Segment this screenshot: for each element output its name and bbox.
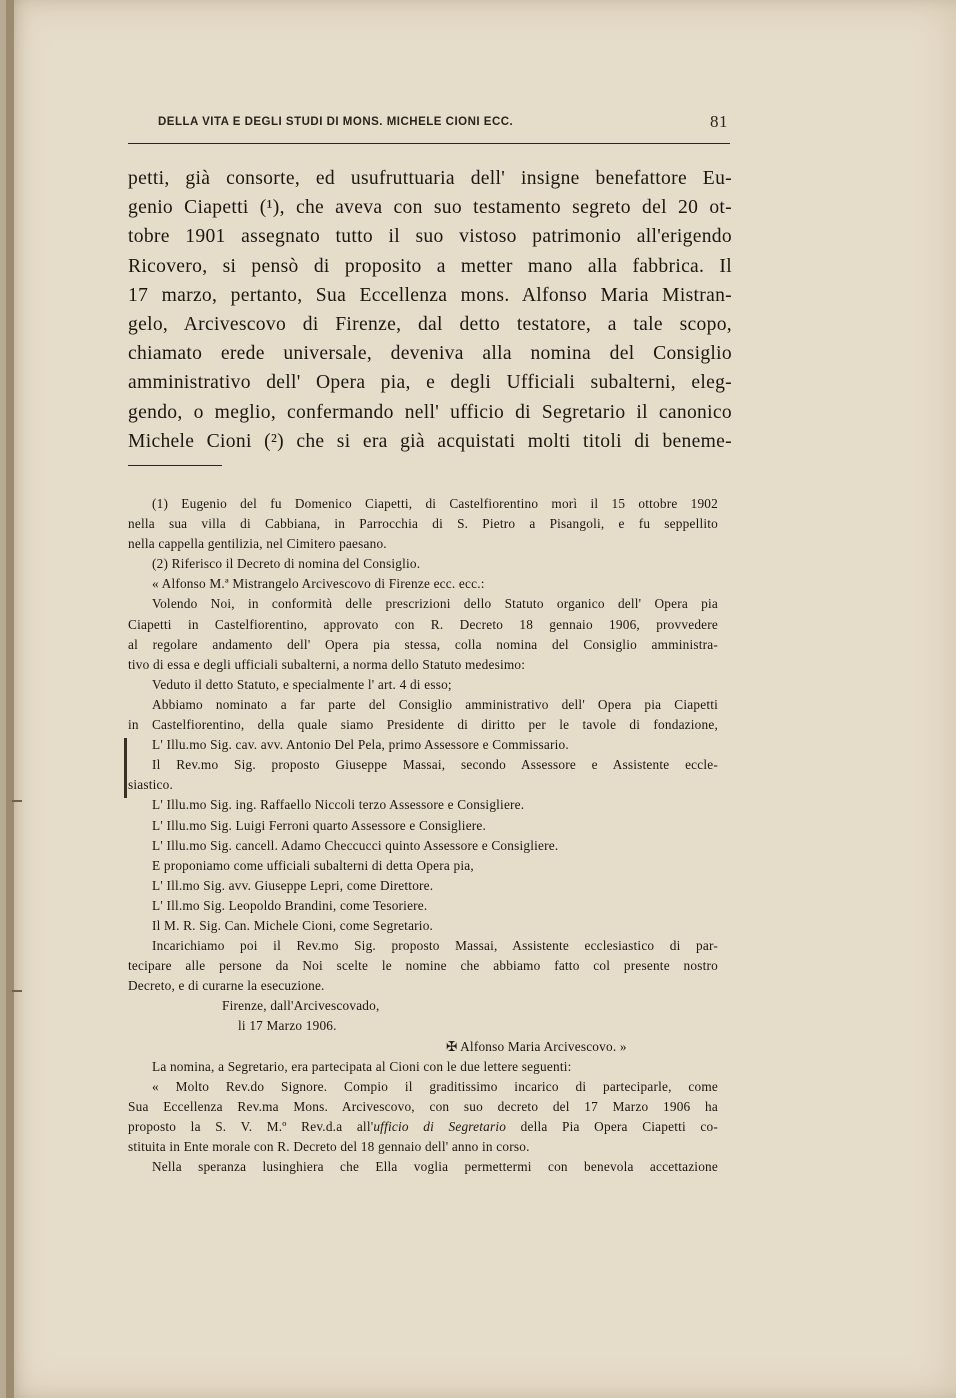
member-line: L' Illu.mo Sig. cancell. Adamo Checcucci quinto Assessore e Consigliere. xyxy=(152,837,559,853)
member-line: L' Illu.mo Sig. Luigi Ferroni quarto Assessore e Consigliere. xyxy=(152,817,487,833)
margin-mark xyxy=(12,800,22,802)
member-line: L' Illu.mo Sig. ing. Raffaello Niccoli terzo Assessore e Consigliere. xyxy=(152,797,525,813)
member-line: L' Ill.mo Sig. avv. Giuseppe Lepri, come Direttore. xyxy=(152,877,434,893)
page-edge xyxy=(6,0,14,1398)
text-line: Michele Cioni (²) che si era già acquistati molti titoli di beneme- xyxy=(128,430,732,452)
decree-line: tivo di essa e degli ufficiali subalterni, a norma dello Statuto medesimo: xyxy=(128,656,526,672)
footnote-line: (2) Riferisco il Decreto di nomina del Consiglio. xyxy=(152,556,421,572)
text-line: petti, già consorte, ed usufruttuaria dell' insigne benefattore Eu- xyxy=(128,168,732,189)
decree-line: al regolare andamento dell' Opera pia stessa, colla nomina del Consiglio amministra- xyxy=(128,636,718,652)
text-line: gelo, Arcivescovo di Firenze, dal detto testatore, a tale scopo, xyxy=(128,314,732,336)
decree-date: li 17 Marzo 1906. xyxy=(238,1018,337,1034)
decree-line: Decreto, e di curarne la esecuzione. xyxy=(128,978,325,994)
decree-line: « Alfonso M.ª Mistrangelo Arcivescovo di Firenze ecc. ecc.: xyxy=(152,576,485,592)
decree-line: Ciapetti in Castelfiorentino, approvato con R. Decreto 18 gennaio 1906, provvedere xyxy=(128,616,718,632)
member-line: Il Rev.mo Sig. proposto Giuseppe Massai, secondo Assessore e Assistente eccle- xyxy=(152,757,718,773)
note-line: La nomina, a Segretario, era partecipata al Cioni con le due lettere seguenti: xyxy=(152,1058,572,1074)
running-header xyxy=(158,112,728,131)
text-line: tobre 1901 assegnato tutto il suo vistoso patrimonio all'erigendo xyxy=(128,226,732,248)
member-line: L' Illu.mo Sig. cav. avv. Antonio Del Pela, primo Assessore e Commissario. xyxy=(152,737,569,753)
main-text xyxy=(128,164,732,456)
footnote-line: nella cappella gentilizia, nel Cimitero paesano. xyxy=(128,536,387,552)
letter-line: Nella speranza lusinghiera che Ella voglia permettermi con benevola accettazione xyxy=(152,1159,718,1175)
decree-signature: ✠ Alfonso Maria Arcivescovo. » xyxy=(446,1038,627,1054)
text-line: gendo, o meglio, confermando nell' ufficio di Segretario il canonico xyxy=(128,401,732,423)
book-page xyxy=(6,0,956,1398)
letter-line: stituita in Ente morale con R. Decreto del 18 gennaio dell' anno in corso. xyxy=(128,1139,530,1154)
header-rule xyxy=(128,143,730,144)
decree-line: Incarichiamo poi il Rev.mo Sig. proposto Massai, Assistente ecclesiastico di par- xyxy=(152,938,718,954)
member-line: siastico. xyxy=(128,777,174,793)
text-line: amministrativo dell' Opera pia, e degli Ufficiali subalterni, eleg- xyxy=(128,372,732,394)
footnote-rule xyxy=(128,465,222,466)
decree-line: tecipare alle persone da Noi scelte le nomine che abbiamo fatto col presente nostro xyxy=(128,958,718,974)
text-line: Ricovero, si pensò di proposito a metter mano alla fabbrica. Il xyxy=(128,255,732,277)
member-line: L' Ill.mo Sig. Leopoldo Brandini, come Tesoriere. xyxy=(152,897,428,913)
letter-text: proposto la S. V. M.º Rev.d.a all' xyxy=(128,1118,374,1134)
page-number: 81 xyxy=(710,112,728,131)
decree-line: Volendo Noi, in conformità delle prescrizioni dello Statuto organico dell' Opera pia xyxy=(152,596,718,612)
text-line: 17 marzo, pertanto, Sua Eccellenza mons. Alfonso Maria Mistran- xyxy=(128,284,732,306)
letter-line xyxy=(128,1117,718,1137)
running-title: DELLA VITA E DEGLI STUDI DI MONS. MICHELE CIONI ECC. xyxy=(158,116,514,128)
margin-mark xyxy=(12,990,22,992)
member-line: E proponiamo come ufficiali subalterni di detta Opera pia, xyxy=(152,857,474,873)
letter-text: della Pia Opera Ciapetti co- xyxy=(506,1118,718,1134)
text-line: chiamato erede universale, deveniva alla nomina del Consiglio xyxy=(128,343,732,365)
letter-italic: ufficio di Segretario xyxy=(373,1118,507,1134)
footnote-line: nella sua villa di Cabbiana, in Parrocchia di S. Pietro a Pisangoli, e fu seppellito xyxy=(128,516,718,532)
decree-line: Abbiamo nominato a far parte del Consiglio amministrativo dell' Opera pia Ciapetti xyxy=(152,696,718,712)
decree-line: in Castelfiorentino, della quale siamo Presidente di diritto per le tavole di fondazione, xyxy=(128,717,718,733)
margin-marker xyxy=(124,738,127,798)
footnotes xyxy=(128,494,718,1177)
decree-line: Veduto il detto Statuto, e specialmente l' art. 4 di esso; xyxy=(152,676,452,692)
footnote-line: (1) Eugenio del fu Domenico Ciapetti, di Castelfiorentino morì il 15 ottobre 1902 xyxy=(152,496,718,511)
member-line: Il M. R. Sig. Can. Michele Cioni, come Segretario. xyxy=(152,917,434,933)
text-line: genio Ciapetti (¹), che aveva con suo testamento segreto del 20 ot- xyxy=(128,197,732,219)
letter-line: Sua Eccellenza Rev.ma Mons. Arcivescovo, con suo decreto del 17 Marzo 1906 ha xyxy=(128,1098,718,1114)
decree-place: Firenze, dall'Arcivescovado, xyxy=(222,998,380,1014)
letter-line: « Molto Rev.do Signore. Compio il graditissimo incarico di parteciparle, come xyxy=(152,1078,718,1094)
